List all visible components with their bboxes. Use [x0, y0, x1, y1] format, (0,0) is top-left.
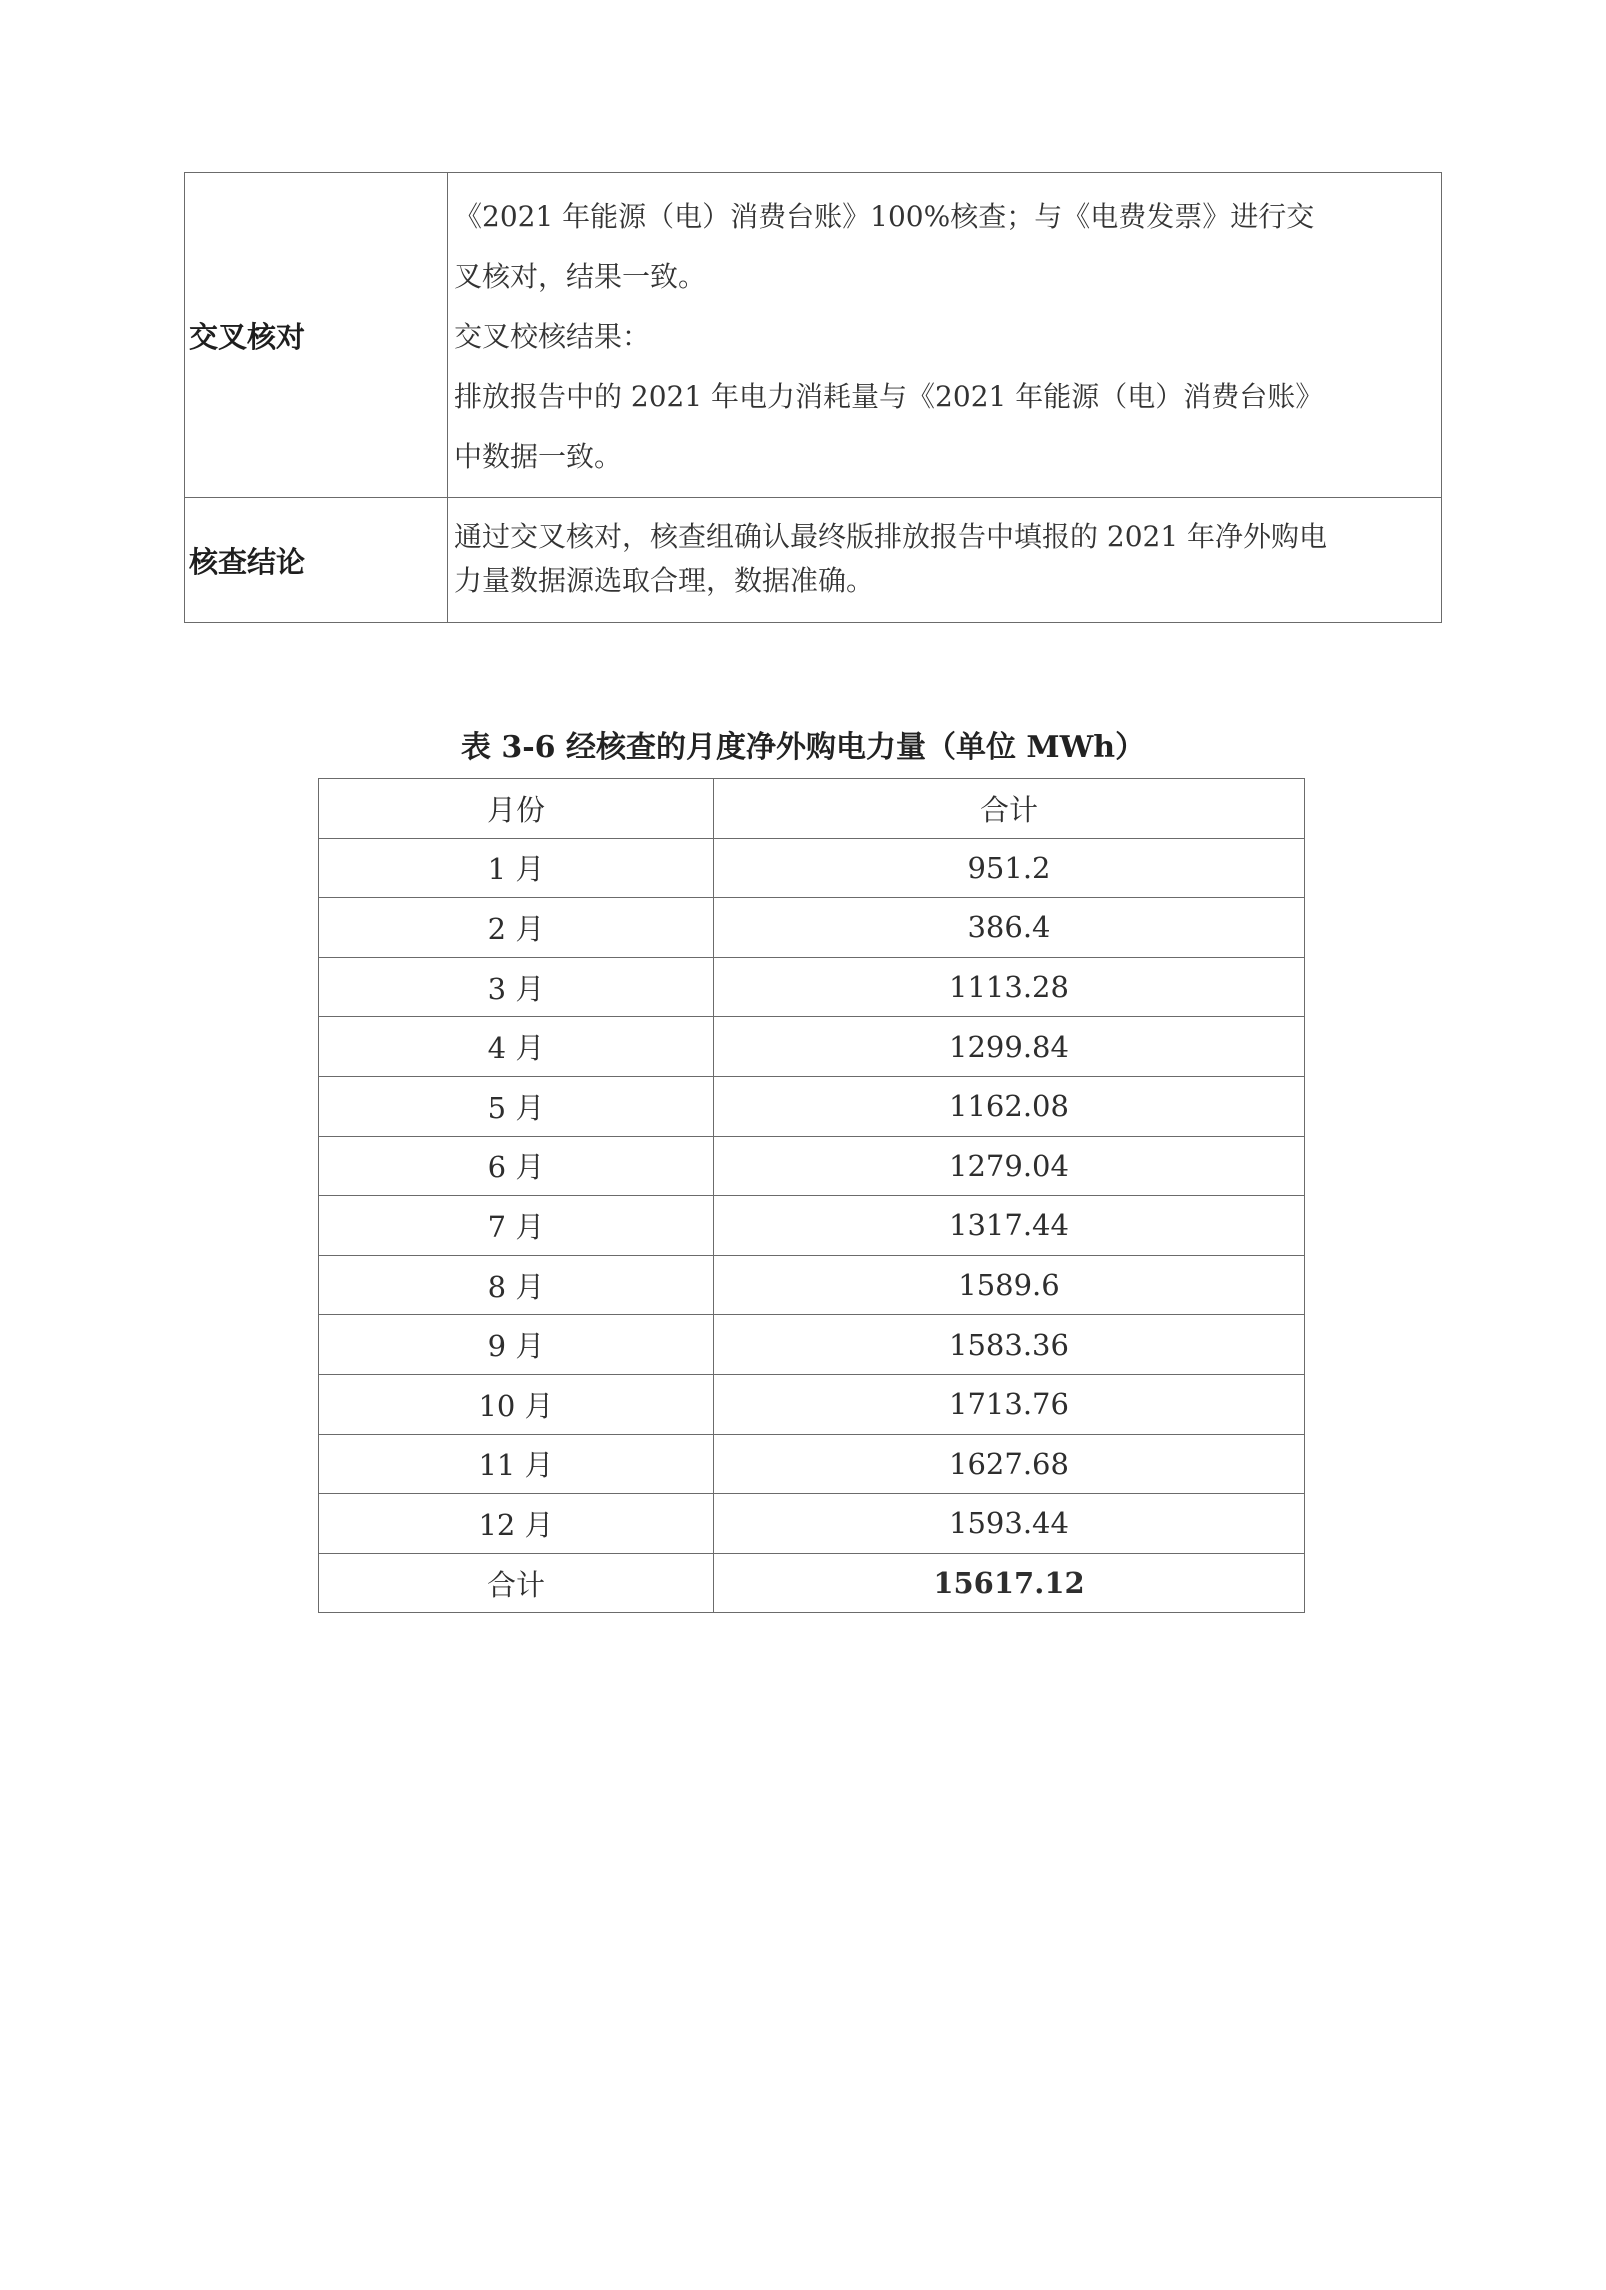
value-cell: 1593.44 [714, 1494, 1305, 1554]
table-row-conclusion [185, 498, 1442, 623]
month-cell: 3 月 [319, 957, 714, 1017]
monthly-electricity-table [318, 778, 1305, 1613]
table-row [319, 1494, 1305, 1554]
header-month: 月份 [319, 779, 714, 839]
table-total-row [319, 1553, 1305, 1613]
table-caption: 表 3-6 经核查的月度净外购电力量（单位 MWh） [460, 730, 1146, 765]
table-row [319, 898, 1305, 958]
row-label-cross-check: 交叉核对 [185, 173, 448, 498]
total-value: 15617.12 [714, 1553, 1305, 1613]
table-row [319, 1136, 1305, 1196]
total-label: 合计 [319, 1553, 714, 1613]
value-cell: 1113.28 [714, 957, 1305, 1017]
month-cell: 10 月 [319, 1374, 714, 1434]
month-cell: 9 月 [319, 1315, 714, 1375]
value-cell: 1583.36 [714, 1315, 1305, 1375]
table-row [319, 1196, 1305, 1256]
table-row-cross-check [185, 173, 1442, 498]
month-cell: 5 月 [319, 1076, 714, 1136]
row-content-conclusion [448, 498, 1442, 623]
value-cell: 1589.6 [714, 1255, 1305, 1315]
table-row [319, 838, 1305, 898]
paragraph: 交叉校核结果： [454, 320, 651, 353]
month-cell: 7 月 [319, 1196, 714, 1256]
paragraph: 排放报告中的 2021 年电力消耗量与《2021 年能源（电）消费台账》 [454, 380, 1324, 413]
month-cell: 4 月 [319, 1017, 714, 1077]
month-cell: 8 月 [319, 1255, 714, 1315]
table-row [319, 1017, 1305, 1077]
month-cell: 12 月 [319, 1494, 714, 1554]
verification-table [184, 172, 1442, 623]
value-cell: 1299.84 [714, 1017, 1305, 1077]
table-row [319, 1315, 1305, 1375]
table-header-row [319, 779, 1305, 839]
table-row [319, 1255, 1305, 1315]
month-cell: 1 月 [319, 838, 714, 898]
value-cell: 1162.08 [714, 1076, 1305, 1136]
paragraph: 通过交叉核对，核查组确认最终版排放报告中填报的 2021 年净外购电 [454, 520, 1328, 553]
paragraph: 力量数据源选取合理，数据准确。 [454, 564, 875, 597]
month-cell: 11 月 [319, 1434, 714, 1494]
value-cell: 1279.04 [714, 1136, 1305, 1196]
paragraph: 中数据一致。 [454, 440, 623, 473]
month-cell: 6 月 [319, 1136, 714, 1196]
value-cell: 386.4 [714, 898, 1305, 958]
paragraph: 《2021 年能源（电）消费台账》100%核查；与《电费发票》进行交 [454, 200, 1315, 233]
value-cell: 1317.44 [714, 1196, 1305, 1256]
row-content-cross-check [448, 173, 1442, 498]
table-row [319, 1434, 1305, 1494]
table-row [319, 957, 1305, 1017]
table-row [319, 1374, 1305, 1434]
table-row [319, 1076, 1305, 1136]
header-total: 合计 [714, 779, 1305, 839]
month-cell: 2 月 [319, 898, 714, 958]
row-label-conclusion: 核查结论 [185, 498, 448, 623]
value-cell: 1713.76 [714, 1374, 1305, 1434]
paragraph: 叉核对，结果一致。 [454, 260, 707, 293]
value-cell: 1627.68 [714, 1434, 1305, 1494]
value-cell: 951.2 [714, 838, 1305, 898]
